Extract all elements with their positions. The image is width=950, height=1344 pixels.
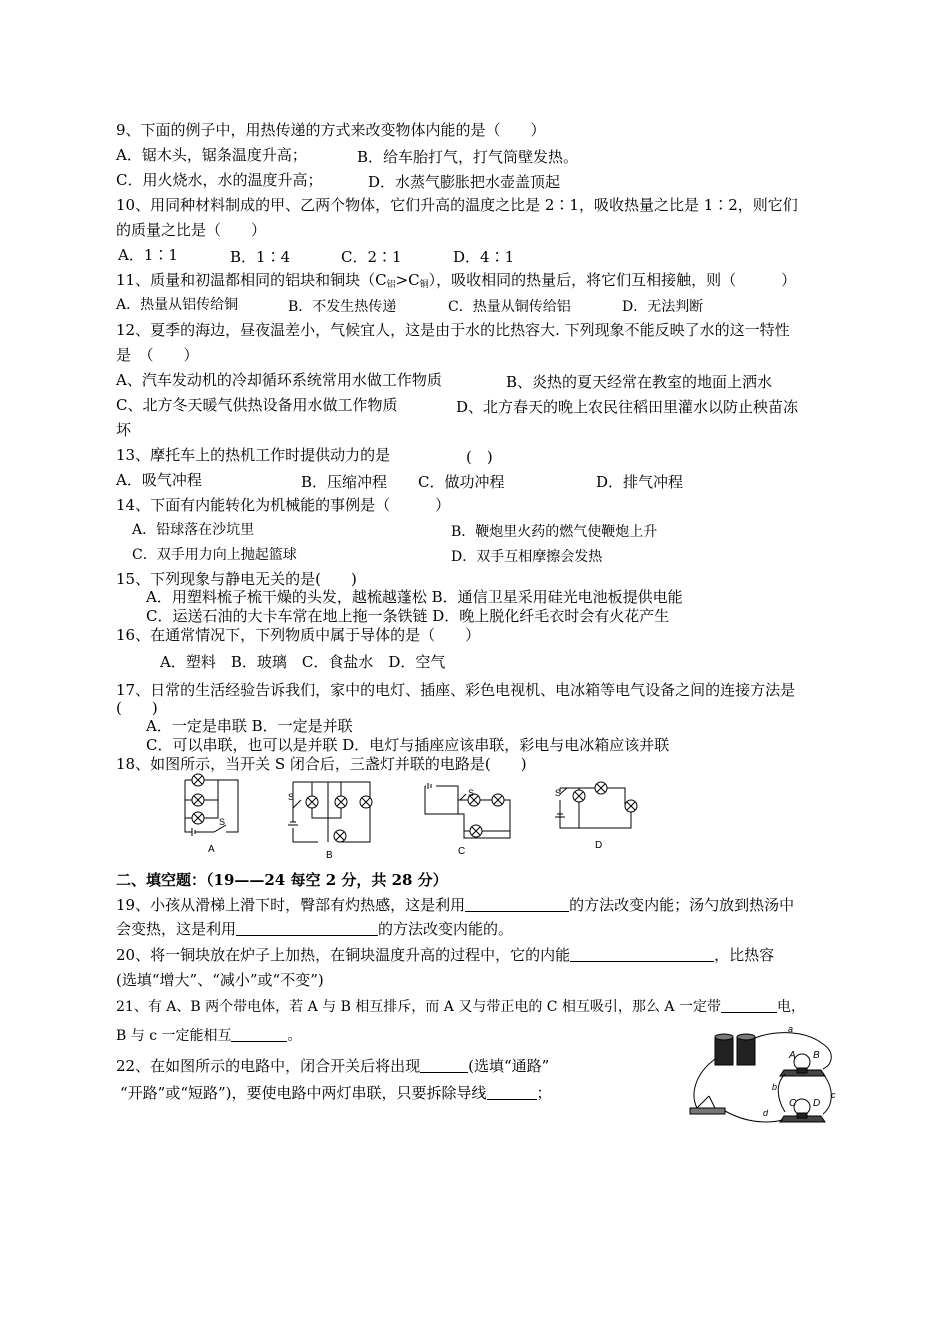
q19-line-1: 19、小孩从滑梯上滑下时，臀部有灼热感，这是利用 的方法改变内能；汤勺放到热汤中	[116, 896, 795, 914]
fig-label-D: D	[813, 1098, 821, 1109]
q9-option-c: C．用火烧水，水的温度升高；	[116, 171, 323, 189]
q21-line-2: B 与 c 一定能相互 。	[116, 1028, 302, 1044]
q13-answer-paren: ( )	[466, 448, 493, 466]
circuit-d	[555, 782, 637, 851]
q21-blank-1[interactable]	[721, 998, 777, 1013]
q9-option-b: B．给车胎打气，打气筒壁发热。	[357, 148, 579, 166]
q13-option-c: C．做功冲程	[418, 473, 505, 491]
q10-stem-cont: 的质量之比是（ ）	[116, 221, 267, 239]
q22-line-1: 22、在如图所示的电路中，闭合开关后将出现 (选填“通路”	[116, 1057, 550, 1075]
q14-option-a: A．铅球落在沙坑里	[132, 522, 255, 538]
q11-stem: 11、质量和初温都相同的铝块和铜块$(C_铝>C_铜)$，吸收相同的热量后，将它们互相接触，则（ ）	[116, 271, 797, 290]
q12-stem-cont: 是 （ ）	[116, 346, 199, 364]
q22-blank-2[interactable]	[487, 1085, 537, 1100]
q12-option-d-cont: 坏	[116, 421, 132, 439]
q12-stem: 12、夏季的海边，昼夜温差小，气候宜人，这是由于水的比热容大. 下列现象不能反映了水的这一特性	[116, 321, 790, 339]
q11-option-a: A．热量从铝传给铜	[116, 297, 239, 313]
q18-stem: 18、如图所示，当开关 S 闭合后，三盏灯并联的电路是( )	[116, 755, 527, 773]
q20-line-1: 20、将一铜块放在炉子上加热，在铜块温度升高的过程中，它的内能 ，比热容	[116, 946, 775, 964]
q11-option-d: D．无法判断	[622, 299, 704, 315]
circuit-b-label: B	[326, 850, 333, 860]
q16-stem: 16、在通常情况下，下列物质中属于导体的是（ ）	[116, 626, 481, 644]
q20-blank-1[interactable]	[570, 947, 714, 962]
q15-options-ab: A．用塑料梳子梳干燥的头发，越梳越蓬松 B．通信卫星采用硅光电池板提供电能	[146, 588, 683, 606]
q14-stem: 14、下面有内能转化为机械能的事例是（ ）	[116, 496, 451, 514]
circuit-a-switch-label: S	[219, 817, 226, 827]
q19-blank-1[interactable]	[465, 897, 569, 912]
battery-2-icon	[737, 1037, 755, 1065]
fig-label-A: A	[789, 1050, 796, 1061]
q21-line-1: 21、有 A、B 两个带电体，若 A 与 B 相互排斥，而 A 又与带正电的 C 相互吸引，那么 A 一定带 电，	[116, 999, 805, 1015]
q17-options-cd: C．可以串联，也可以是并联 D．电灯与插座应该串联，彩电与电冰箱应该并联	[146, 736, 670, 754]
q13-stem: 13、摩托车上的热机工作时提供动力的是	[116, 446, 391, 464]
q12-option-c: C、北方冬天暖气供热设备用水做工作物质	[116, 396, 398, 414]
circuit-d-switch-label: S	[555, 788, 562, 798]
q16-options: A．塑料 B．玻璃 C．食盐水 D．空气	[160, 653, 446, 671]
q13-option-a: A．吸气冲程	[116, 471, 202, 489]
circuit-a	[185, 774, 238, 855]
circuit-a-label: A	[208, 844, 215, 855]
q15-stem: 15、下列现象与静电无关的是( )	[116, 570, 357, 588]
q14-option-b: B．鞭炮里火药的燃气使鞭炮上升	[451, 524, 658, 540]
fig-label-C: C	[789, 1098, 797, 1109]
section-2-title: 二、填空题：（19——24 每空 2 分，共 28 分）	[116, 871, 448, 889]
q11-option-c: C．热量从铜传给铝	[448, 299, 571, 315]
q12-option-a: A、汽车发动机的冷却循环系统常用水做工作物质	[116, 371, 442, 389]
battery-1-icon	[715, 1037, 733, 1065]
q10-option-c: C．2∶1	[341, 248, 402, 266]
fig-label-d: d	[763, 1108, 769, 1118]
q9-option-a: A．锯木头，锯条温度升高；	[116, 146, 307, 164]
circuit-b	[288, 782, 372, 860]
circuit-c-label: C	[458, 846, 466, 857]
q13-option-b: B．压缩冲程	[301, 473, 388, 491]
q19-line-2: 会变热，这是利用 的方法改变内能的。	[116, 920, 514, 938]
q14-option-d: D．双手互相摩擦会发热	[451, 549, 603, 565]
q22-blank-1[interactable]	[420, 1058, 468, 1073]
fig-label-a: a	[788, 1024, 794, 1034]
fig-label-b: b	[772, 1082, 778, 1092]
q12-option-b: B、炎热的夏天经常在教室的地面上洒水	[506, 373, 773, 391]
q21-blank-2[interactable]	[231, 1027, 287, 1042]
circuit-c-switch-label: S	[468, 788, 475, 798]
fig-label-B: B	[813, 1050, 820, 1061]
q22-circuit-figure	[685, 1024, 845, 1129]
q20-line-2: (选填“增大”、“减小”或“不变”)	[116, 971, 324, 989]
q10-option-d: D．4∶1	[453, 248, 515, 266]
q10-option-a: A．1∶1	[118, 246, 178, 264]
q18-circuit-diagrams	[170, 770, 660, 860]
q13-option-d: D．排气冲程	[596, 473, 684, 491]
circuit-b-switch-label: S	[288, 792, 295, 802]
q15-options-cd: C．运送石油的大卡车常在地上拖一条铁链 D．晚上脱化纤毛衣时会有火花产生	[146, 607, 670, 625]
q10-stem: 10、用同种材料制成的甲、乙两个物体，它们升高的温度之比是 2∶1，吸收热量之比是 1∶2，则它们	[116, 196, 798, 214]
circuit-d-label: D	[595, 840, 603, 851]
q17-stem-cont: ( )	[116, 699, 158, 717]
q9-stem: 9、下面的例子中，用热传递的方式来改变物体内能的是（ ）	[116, 121, 546, 139]
q10-option-b: B．1∶4	[230, 248, 291, 266]
q11-option-b: B．不发生热传递	[288, 299, 397, 315]
q19-blank-2[interactable]	[236, 921, 378, 936]
q17-options-ab: A．一定是串联 B．一定是并联	[146, 717, 353, 735]
q14-option-c: C．双手用力向上抛起篮球	[132, 547, 297, 563]
q17-stem: 17、日常的生活经验告诉我们，家中的电灯、插座、彩色电视机、电冰箱等电气设备之间的连接方法是	[116, 681, 796, 699]
q9-option-d: D．水蒸气膨胀把水壶盖顶起	[368, 173, 561, 191]
q12-option-d: D、北方春天的晚上农民往稻田里灌水以防止秧苗冻	[456, 398, 799, 416]
circuit-c	[425, 783, 510, 857]
fig-label-c: c	[831, 1090, 836, 1100]
q22-line-2: “开路”或“短路”)，要使电路中两灯串联，只要拆除导线 ；	[120, 1084, 552, 1102]
